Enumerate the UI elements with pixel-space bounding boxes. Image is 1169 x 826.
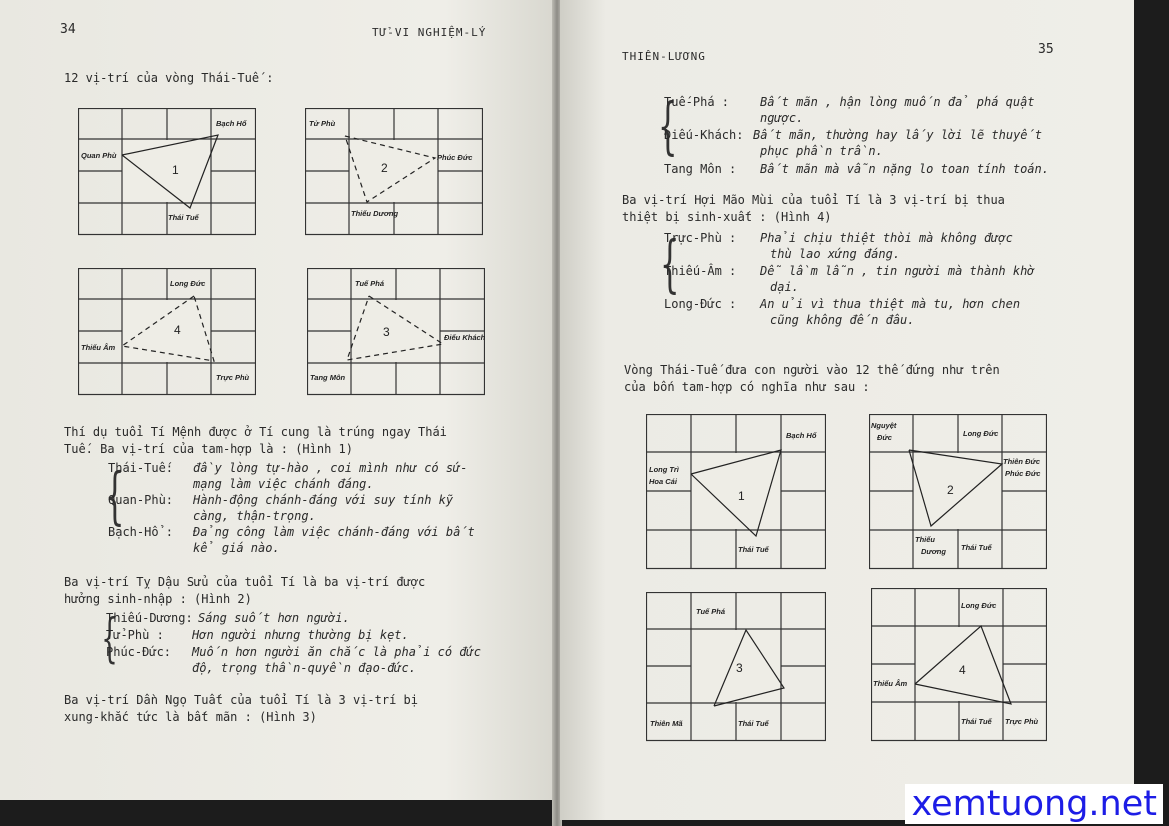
term: Điếu-Khách: xyxy=(664,128,744,142)
paragraph-4-line-2: thiệt bị sinh-xuất : (Hình 4) xyxy=(622,210,832,224)
diagram-label: Trực Phù xyxy=(1005,717,1039,726)
diagram-label: Tuế Phá xyxy=(355,279,385,288)
brace: { xyxy=(657,89,678,162)
diagram-number: 4 xyxy=(959,663,966,677)
diagram-label: Thái Tuế xyxy=(738,545,769,554)
definition: Bất mãn mà vẫn nặng lo toan tính toán. xyxy=(760,162,1049,176)
paragraph-1-line-2: Tuế. Ba vị-trí của tam-hợp là : (Hình 1) xyxy=(64,442,353,456)
diagram-label: Phúc Đức xyxy=(437,153,473,162)
term: Long-Đức : xyxy=(664,297,737,311)
definition: kể giá nào. xyxy=(193,541,280,555)
diagram-label: Thiếu Dương xyxy=(351,209,399,218)
term: Quan-Phù: xyxy=(108,493,174,507)
definition: Muốn hơn người ăn chắc là phải có đức xyxy=(192,645,481,659)
right-diagram-4 xyxy=(871,588,1047,742)
diagram-label: Thái Tuế xyxy=(168,213,199,222)
definition: cũng không đến đâu. xyxy=(770,313,915,327)
term: Phúc-Đức: xyxy=(106,645,172,659)
section-heading: 12 vị-trí của vòng Thái-Tuế : xyxy=(64,71,274,85)
diagram-label: Thái Tuế xyxy=(961,717,992,726)
definition: Sáng suốt hơn người. xyxy=(198,611,350,625)
diagram-label: Trực Phù xyxy=(216,373,250,382)
diagram-label: Nguyệt xyxy=(871,421,897,430)
definition: Hành-động chánh-đáng với suy tính kỹ xyxy=(193,493,454,507)
diagram-label: Bạch Hổ xyxy=(216,119,247,128)
diagram-number: 2 xyxy=(947,483,954,497)
paragraph-1-line-1: Thí dụ tuổi Tí Mệnh được ở Tí cung là trúng ngay Thái xyxy=(64,425,447,439)
diagram-label: Tử Phù xyxy=(309,119,336,128)
right-diagram-1 xyxy=(646,414,826,570)
right-diagram-3 xyxy=(646,592,826,742)
right-page xyxy=(560,0,1134,820)
diagram-label: Phúc Đức xyxy=(1005,469,1041,478)
diagram-label: Dương xyxy=(921,547,946,556)
right-running-header: THIÊN-LƯƠNG xyxy=(622,50,706,63)
term: Thiếu-Âm : xyxy=(664,264,737,278)
definition: Dễ lầm lẫn , tin người mà thành khờ xyxy=(760,264,1035,278)
paragraph-2-line-2: hưởng sinh-nhập : (Hình 2) xyxy=(64,592,252,606)
term: Tử-Phù : xyxy=(106,628,164,642)
term: Trực-Phù : xyxy=(664,231,737,245)
definition: phục phần trần. xyxy=(760,144,883,158)
watermark: xemtuong.net xyxy=(905,784,1163,824)
paragraph-2-line-1: Ba vị-trí Tỵ Dậu Sửu của tuổi Tí là ba vị-trí được xyxy=(64,575,426,589)
diagram-label: Tang Môn xyxy=(310,373,346,382)
definition: An ủi vì thua thiệt mà tu, hơn chen xyxy=(760,297,1021,311)
brace: { xyxy=(101,609,118,669)
definition: ngược. xyxy=(760,111,804,125)
diagram-number: 1 xyxy=(172,163,179,177)
diagram-number: 1 xyxy=(738,489,745,503)
diagram-label: Đức xyxy=(877,433,892,442)
left-running-header: TỬ-VI NGHIỆM-LÝ xyxy=(372,26,487,39)
diagram-label: Thiếu Âm xyxy=(873,679,908,688)
diagram-number: 2 xyxy=(381,161,388,175)
diagram-number: 3 xyxy=(383,325,390,339)
definition: càng, thận-trọng. xyxy=(193,509,316,523)
diagram-label: Thiếu Âm xyxy=(81,343,116,352)
paragraph-4-line-1: Ba vị-trí Hợi Mão Mùi của tuổi Tí là 3 vị-trí bị thua xyxy=(622,193,1005,207)
term: Tang Môn : xyxy=(664,162,737,176)
right-diagram-2 xyxy=(869,414,1047,570)
term: Thái-Tuế: xyxy=(108,461,174,475)
diagram-number: 3 xyxy=(736,661,743,675)
definition: thù lao xứng đáng. xyxy=(770,247,901,261)
diagram-label: Thái Tuế xyxy=(738,719,769,728)
diagram-label: Thiếu xyxy=(915,535,935,544)
definition: mạng làm việc chánh đáng. xyxy=(193,477,374,491)
right-page-number: 35 xyxy=(1038,42,1054,57)
definition: Đảng công làm việc chánh-đáng với bất xyxy=(193,525,475,539)
left-diagram-1 xyxy=(78,108,256,236)
diagram-number: 4 xyxy=(174,323,181,337)
diagram-label: Long Trì xyxy=(649,465,679,474)
diagram-label: Quan Phù xyxy=(81,151,117,160)
definition: đầy lòng tự-hào , coi mình như có sứ- xyxy=(193,461,468,475)
left-page-number: 34 xyxy=(60,22,76,37)
diagram-label: Bạch Hổ xyxy=(786,431,817,440)
diagram-label: Thiên Đức xyxy=(1003,457,1041,466)
diagram-label: Thiên Mã xyxy=(650,719,683,728)
paragraph-3-line-1: Ba vị-trí Dần Ngọ Tuất của tuổi Tí là 3 vị-trí bị xyxy=(64,693,419,707)
diagram-label: Long Đức xyxy=(170,279,206,288)
definition: độ, trọng thần-quyền đạo-đức. xyxy=(192,661,416,675)
definition: Bất mãn, thường hay lấy lời lẽ thuyết xyxy=(753,128,1042,142)
diagram-label: Long Đức xyxy=(963,429,999,438)
diagram-label: Long Đức xyxy=(961,601,997,610)
diagram-label: Điếu Khách xyxy=(444,333,485,342)
definition: Bất mãn , hận lòng muốn đả phá quật xyxy=(760,95,1035,109)
definition: dại. xyxy=(770,280,799,294)
term: Thiếu-Dương: xyxy=(106,611,193,625)
left-page xyxy=(0,0,556,800)
brace: { xyxy=(104,459,125,532)
left-diagram-4 xyxy=(78,268,256,396)
diagram-label: Tuế Phá xyxy=(696,607,726,616)
diagram-label: Hoa Cái xyxy=(649,477,677,486)
term: Tuế-Phá : xyxy=(664,95,730,109)
left-diagram-2 xyxy=(305,108,483,236)
brace: { xyxy=(659,227,680,300)
definition: Phải chịu thiệt thòi mà không được xyxy=(760,231,1013,245)
definition: Hơn người nhưng thường bị kẹt. xyxy=(192,628,409,642)
paragraph-5-line-2: của bốn tam-hợp có nghĩa như sau : xyxy=(624,380,870,394)
left-diagram-3 xyxy=(307,268,485,396)
paragraph-3-line-2: xung-khắc tức là bất mãn : (Hình 3) xyxy=(64,710,317,724)
paragraph-5-line-1: Vòng Thái-Tuế đưa con người vào 12 thế đứng như trên xyxy=(624,363,1000,377)
term: Bạch-Hổ : xyxy=(108,525,174,539)
diagram-label: Thái Tuế xyxy=(961,543,992,552)
